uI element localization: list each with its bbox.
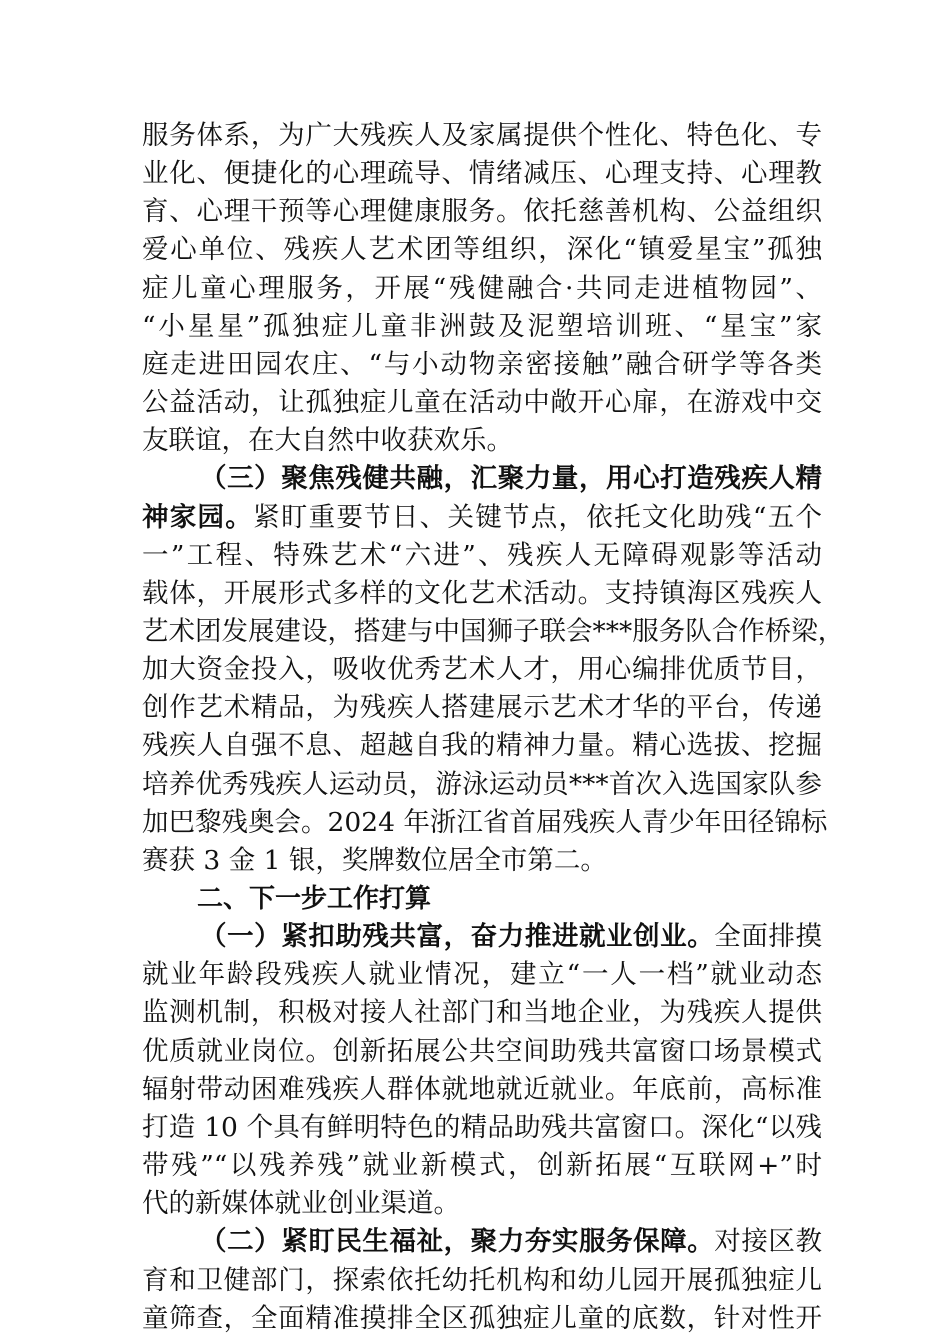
body-text: 爱心单位、残疾人艺术团等组织，深化“镇爱星宝”孤独 [142,234,822,266]
body-text: 赛获 3 金 1 银，奖牌数位居全市第二。 [142,844,607,876]
body-text: 一”工程、特殊艺术“六进”、残疾人无障碍观影等活动 [142,539,822,571]
paragraph-line [142,421,822,461]
body-text: 童筛查，全面精准摸排全区孤独症儿童的底数，针对性开 [142,1302,822,1334]
paragraph-line [142,154,822,194]
body-text: 监测机制，积极对接人社部门和当地企业，为残疾人提供 [142,997,822,1029]
paragraph-line [142,269,822,309]
body-text: 创作艺术精品，为残疾人搭建展示艺术才华的平台，传递 [142,692,822,724]
paragraph-line [142,498,822,538]
body-text: 业化、便捷化的心理疏导、情绪减压、心理支持、心理教 [142,158,822,190]
body-text: 症儿童心理服务，开展“残健融合·共同走进植物园”、 [142,272,822,304]
paragraph-line [142,307,822,347]
body-text: 对接区教 [714,1226,823,1258]
bold-text: 神家园。 [142,501,254,533]
body-text: 加大资金投入，吸收优秀艺术人才，用心编排优质节目， [142,654,822,686]
paragraph-line [142,536,822,576]
body-text: 全面排摸 [714,921,823,953]
body-text: 艺术团发展建设，搭建与中国狮子联会***服务队合作桥梁， [142,615,845,647]
body-text: “小星星”孤独症儿童非洲鼓及泥塑培训班、“星宝”家 [142,310,822,342]
bold-text: （三）聚焦残健共融，汇聚力量，用心打造残疾人精 [200,463,822,495]
bold-text: 二、下一步工作打算 [197,884,432,914]
body-text: 载体，开展形式多样的文化艺术活动。支持镇海区残疾人 [142,577,822,609]
paragraph-line [142,1184,822,1224]
paragraph-line [142,993,822,1033]
paragraph-line [142,841,822,881]
paragraph-line [142,1108,822,1148]
paragraph-line [142,688,822,728]
body-text: 育、心理干预等心理健康服务。依托慈善机构、公益组织 [142,196,822,228]
body-text: 辐射带动困难残疾人群体就地就近就业。年底前，高标准 [142,1073,822,1105]
paragraph-line [142,1261,822,1301]
body-text: 育和卫健部门，探索依托幼托机构和幼儿园开展孤独症儿 [142,1264,822,1296]
body-text: 带残”“以残养残”就业新模式，创新拓展“互联网+”时 [142,1150,822,1182]
paragraph-line [142,230,822,270]
body-text: 残疾人自强不息、超越自我的精神力量。精心选拔、挖掘 [142,730,822,762]
paragraph-line [142,1299,822,1339]
paragraph-line [142,1146,822,1186]
paragraph-line [142,1070,822,1110]
body-text: 加巴黎残奥会。2024 年浙江省首届残疾人青少年田径锦标 [142,806,828,838]
paragraph-line [142,726,822,766]
body-text: 代的新媒体就业创业渠道。 [142,1188,460,1220]
paragraph-line [142,650,822,690]
bold-text: （一）紧扣助残共富，奋力推进就业创业。 [200,921,715,953]
body-text: 友联谊，在大自然中收获欢乐。 [142,425,513,457]
paragraph-line [142,116,822,156]
body-text: 服务体系，为广大残疾人及家属提供个性化、特色化、专 [142,120,822,151]
body-text: 打造 10 个具有鲜明特色的精品助残共富窗口。深化“以残 [142,1111,822,1143]
body-text: 优质就业岗位。创新拓展公共空间助残共富窗口场景模式 [142,1035,822,1067]
paragraph-line [142,1032,822,1072]
body-text: 就业年龄段残疾人就业情况，建立“一人一档”就业动态 [142,959,822,991]
body-text: 庭走进田园农庄、“与小动物亲密接触”融合研学等各类 [142,348,822,380]
paragraph-line [142,345,822,385]
bold-text: （二）紧盯民生福祉，聚力夯实服务保障。 [200,1226,715,1258]
paragraph-line [142,765,822,805]
paragraph-line [142,192,822,232]
paragraph-line [200,1222,822,1262]
paragraph-line [142,803,828,843]
paragraph-line [200,917,822,957]
body-text: 公益活动，让孤独症儿童在活动中敞开心扉，在游戏中交 [142,387,822,419]
paragraph-line [142,955,822,995]
paragraph-line [142,612,845,652]
section-heading [197,879,877,919]
paragraph-line [142,574,822,614]
body-text: 紧盯重要节日、关键节点，依托文化助残“五个 [253,501,822,533]
paragraph-line [200,459,822,499]
body-text: 培养优秀残疾人运动员，游泳运动员***首次入选国家队参 [142,768,822,800]
paragraph-line [142,383,822,423]
